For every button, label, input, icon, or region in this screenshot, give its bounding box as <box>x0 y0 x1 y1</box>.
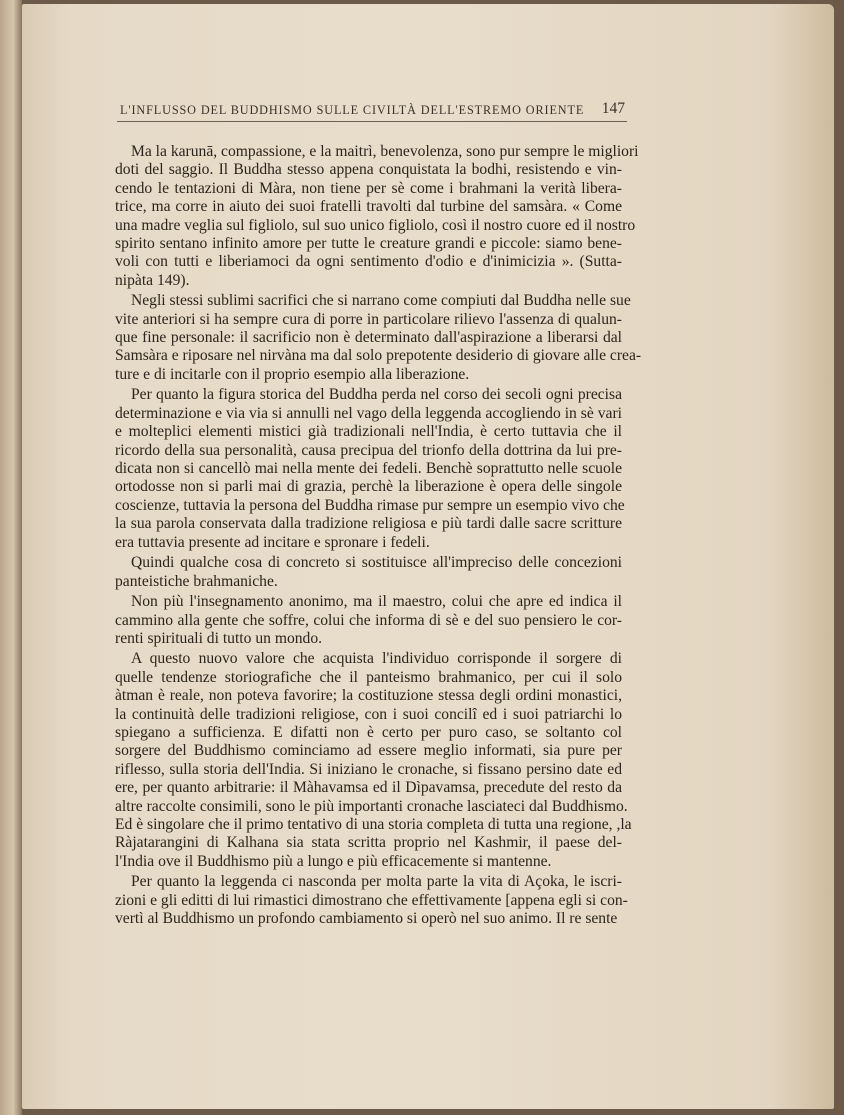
text-line: una madre veglia sul figliolo, sul suo unico figliolo, così il nostro cuore ed il nostro <box>115 216 636 234</box>
text-line: altre raccolte consimili, sono le più importanti cronache lasciateci dal Buddhismo. <box>115 797 628 815</box>
paragraph <box>115 554 622 591</box>
text-line: la continuità delle tradizioni religiose, con i suoi concilî ed i suoi patriarchi lo <box>115 705 622 723</box>
text-line: quelle tendenze storiografiche che il panteismo brahmanico, per cui il solo <box>115 668 622 686</box>
text-line: Non più l'insegnamento anonimo, ma il maestro, colui che apre ed indica il <box>131 593 622 611</box>
text-line: zioni e gli editti di lui rimastici dimostrano che effettivamente [appena egli si con- <box>115 891 628 909</box>
text-line: cammino alla gente che soffre, colui che informa di sè e del suo pensiero le cor- <box>115 611 622 629</box>
text-line: panteistiche brahmaniche. <box>115 572 278 590</box>
adjacent-page-edge <box>0 0 22 1115</box>
text-line: nipàta 149). <box>115 271 190 289</box>
paragraph <box>115 143 639 290</box>
text-line: Samsàra e riposare nel nirvàna ma dal solo prepotente desiderio di giovare alle crea- <box>115 347 642 365</box>
text-line: l'India ove il Buddhismo più a lungo e più efficacemente si mantenne. <box>115 852 552 870</box>
text-line: ortodosse non si parli mai di grazia, perchè la liberazione è opera delle singole <box>115 478 622 496</box>
text-line: vite anteriori si ha sempre cura di porre in particolare rilievo l'assenza di qualun- <box>115 310 622 328</box>
text-line: Ed è singolare che il primo tentativo di una storia completa di tutta una regione, ,la <box>115 816 632 833</box>
paragraph <box>115 650 632 871</box>
text-line: doti del saggio. Il Buddha stesso appena conquistata la bodhi, resistendo e vin- <box>115 161 622 179</box>
text-line: sorgere del Buddhismo cominciamo ad essere meglio informati, sia pure per <box>115 742 622 760</box>
text-line: ere, per quanto arbitrarie: il Màhavamsa ed il Dìpavamsa, precedute del resto da <box>115 779 622 797</box>
text-line: trice, ma corre in aiuto dei suoi fratelli travolti dal turbine del samsàra. « Come <box>115 198 622 216</box>
text-line: que fine personale: il sacrificio non è determinato dall'aspirazione a liberarsi dal <box>115 329 622 347</box>
paragraph <box>115 292 642 384</box>
text-line: A questo nuovo valore che acquista l'individuo corrisponde il sorgere di <box>131 650 622 668</box>
text-line: ricordo della sua personalità, causa precipua del trionfo della dottrina da lui pre- <box>115 441 622 459</box>
text-line: cendo le tentazioni di Màra, non tiene per sè come i brahmani la verità libera- <box>115 179 622 197</box>
text-line: Ma la karunā, compassione, e la maitrì, benevolenza, sono pur sempre le migliori <box>131 143 639 160</box>
text-line: spirito sentano infinito amore per tutte le creature grandi e piccole: siamo bene- <box>115 234 622 252</box>
text-line: ture e di incitarle con il proprio esempio alla liberazione. <box>115 365 470 383</box>
text-line: Per quanto la leggenda ci nasconda per molta parte la vita di Açoka, le iscri- <box>131 873 622 891</box>
text-line: Quindi qualche cosa di concreto si sostituisce all'impreciso delle concezioni <box>131 554 622 572</box>
text-line: e molteplici elementi mistici già tradizionali nell'India, è certo tuttavia che il <box>115 423 622 441</box>
running-title: L'INFLUSSO DEL BUDDHISMO SULLE CIVILTÀ DELL'ESTREMO ORIENTE <box>120 103 585 117</box>
paragraph <box>115 593 622 648</box>
text-line: spiegano a sufficienza. E difatti non è certo per puro caso, se soltanto col <box>115 724 622 742</box>
text-line: renti spirituali di tutto un mondo. <box>115 629 323 647</box>
text-line: riflesso, sulla storia dell'India. Si iniziano le cronache, si fissano persino date ed <box>115 760 622 778</box>
text-line: vertì al Buddhismo un profondo cambiamento si operò nel suo animo. Il re sente <box>115 910 618 928</box>
page-number: 147 <box>601 100 625 117</box>
text-line: coscienze, tuttavia la persona del Buddha rimase pur sempre un esempio vivo che <box>115 496 625 514</box>
body-text <box>115 143 642 931</box>
text-line: la sua parola conservata dalla tradizione religiosa e più tardi dalle sacre scritture <box>115 515 622 533</box>
text-line: determinazione e via via si annulli nel vago della leggenda accogliendo in sè vari <box>115 404 622 422</box>
header-rule <box>117 121 627 122</box>
text-line: àtman è reale, non poteva favorire; la costituzione stessa degli ordini monastici, <box>115 687 622 705</box>
text-line: Ràjatarangini di Kalhana sia stata scritta proprio nel Kashmir, il paese del- <box>115 834 622 852</box>
text-line: era tuttavia presente ad incitare e spronare i fedeli. <box>115 533 430 551</box>
paragraph <box>115 386 625 552</box>
paragraph <box>115 873 628 928</box>
text-line: dicata non si cancellò mai nella mente dei fedeli. Benchè soprattutto nelle scuole <box>115 460 622 478</box>
text-line: Negli stessi sublimi sacrifici che si narrano come compiuti dal Buddha nelle sue <box>131 292 631 310</box>
running-header <box>120 101 625 119</box>
text-line: Per quanto la figura storica del Buddha perda nel corso dei secoli ogni precisa <box>131 386 622 404</box>
text-line: voli con tutti e liberiamoci da ogni sentimento d'odio e d'inimicizia ». (Sutta- <box>115 253 622 271</box>
